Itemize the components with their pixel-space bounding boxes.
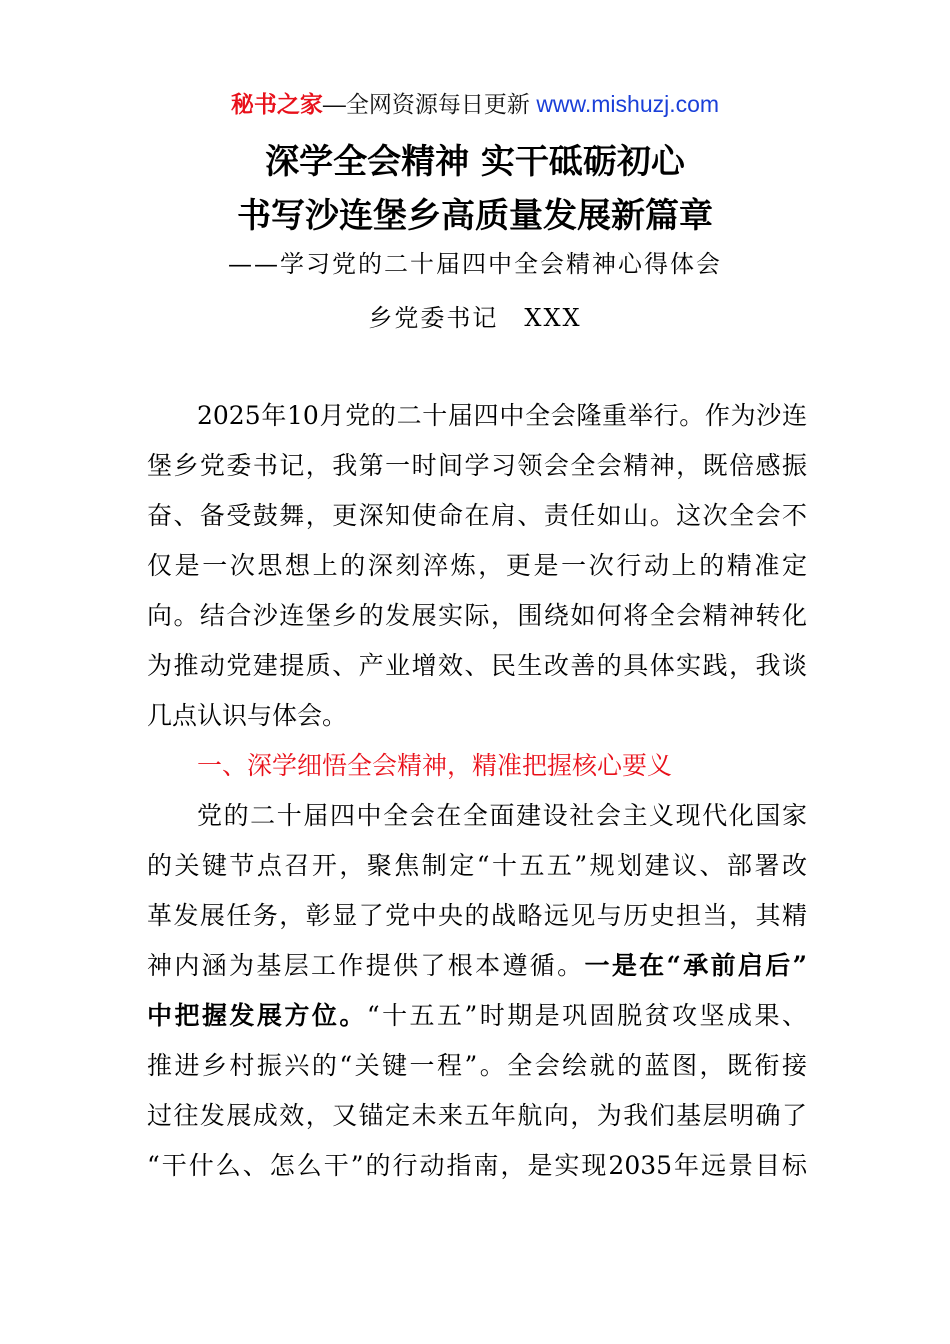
paragraph-line: 党的二十届四中全会在全面建设社会主义现代化国家 — [197, 801, 807, 830]
banner-brand: 秘书之家 — [230, 91, 323, 117]
document-title-line-2: 书写沙连堡乡高质量发展新篇章 — [237, 196, 713, 236]
site-banner — [0, 88, 950, 120]
paragraph-line: 2025年10月党的二十届四中全会隆重举行。作为沙连 — [197, 401, 807, 430]
banner-separator: — — [322, 91, 346, 117]
document-title-line-1: 深学全会精神 实干砥砺初心 — [265, 142, 685, 182]
paragraph-line: 奋、备受鼓舞，更深知使命在肩、责任如山。这次全会不 — [147, 501, 807, 530]
author-line: 乡党委书记 XXX — [368, 304, 582, 332]
paragraph-line: “干什么、怎么干”的行动指南，是实现2035年远景目标 — [147, 1151, 807, 1180]
bold-key-point: 中把握发展方位。 — [147, 1001, 367, 1030]
paragraph-line: 堡乡党委书记，我第一时间学习领会全会精神，既倍感振 — [147, 451, 807, 480]
paragraph-line: 仅是一次思想上的深刻淬炼，更是一次行动上的精准定 — [147, 551, 807, 580]
paragraph-line: 为推动党建提质、产业增效、民生改善的具体实践，我谈 — [147, 651, 807, 680]
paragraph-text: 神内涵为基层工作提供了根本遵循。 — [147, 951, 585, 980]
paragraph-text: “十五五”时期是巩固脱贫攻坚成果、 — [366, 1001, 807, 1030]
paragraph-line: 几点认识与体会。 — [147, 701, 348, 730]
paragraph-line: 过往发展成效，又锚定未来五年航向，为我们基层明确了 — [147, 1101, 807, 1130]
document-subtitle: ——学习党的二十届四中全会精神心得体会 — [228, 250, 722, 278]
paragraph-line — [147, 996, 807, 1036]
paragraph-line: 革发展任务，彰显了党中央的战略远见与历史担当，其精 — [147, 901, 807, 930]
paragraph-line: 向。结合沙连堡乡的发展实际，围绕如何将全会精神转化 — [147, 601, 807, 630]
banner-slogan: 全网资源每日更新 — [345, 91, 530, 117]
paragraph-line — [147, 946, 807, 986]
bold-key-point: 一是在“承前启后” — [584, 951, 807, 980]
paragraph-line: 的关键节点召开，聚焦制定“十五五”规划建议、部署改 — [147, 851, 807, 880]
banner-url-link[interactable]: www.mishuzj.com — [536, 91, 720, 117]
paragraph-line: 推进乡村振兴的“关键一程”。全会绘就的蓝图，既衔接 — [147, 1051, 807, 1080]
section-heading: 一、深学细悟全会精神，精准把握核心要义 — [197, 751, 673, 780]
